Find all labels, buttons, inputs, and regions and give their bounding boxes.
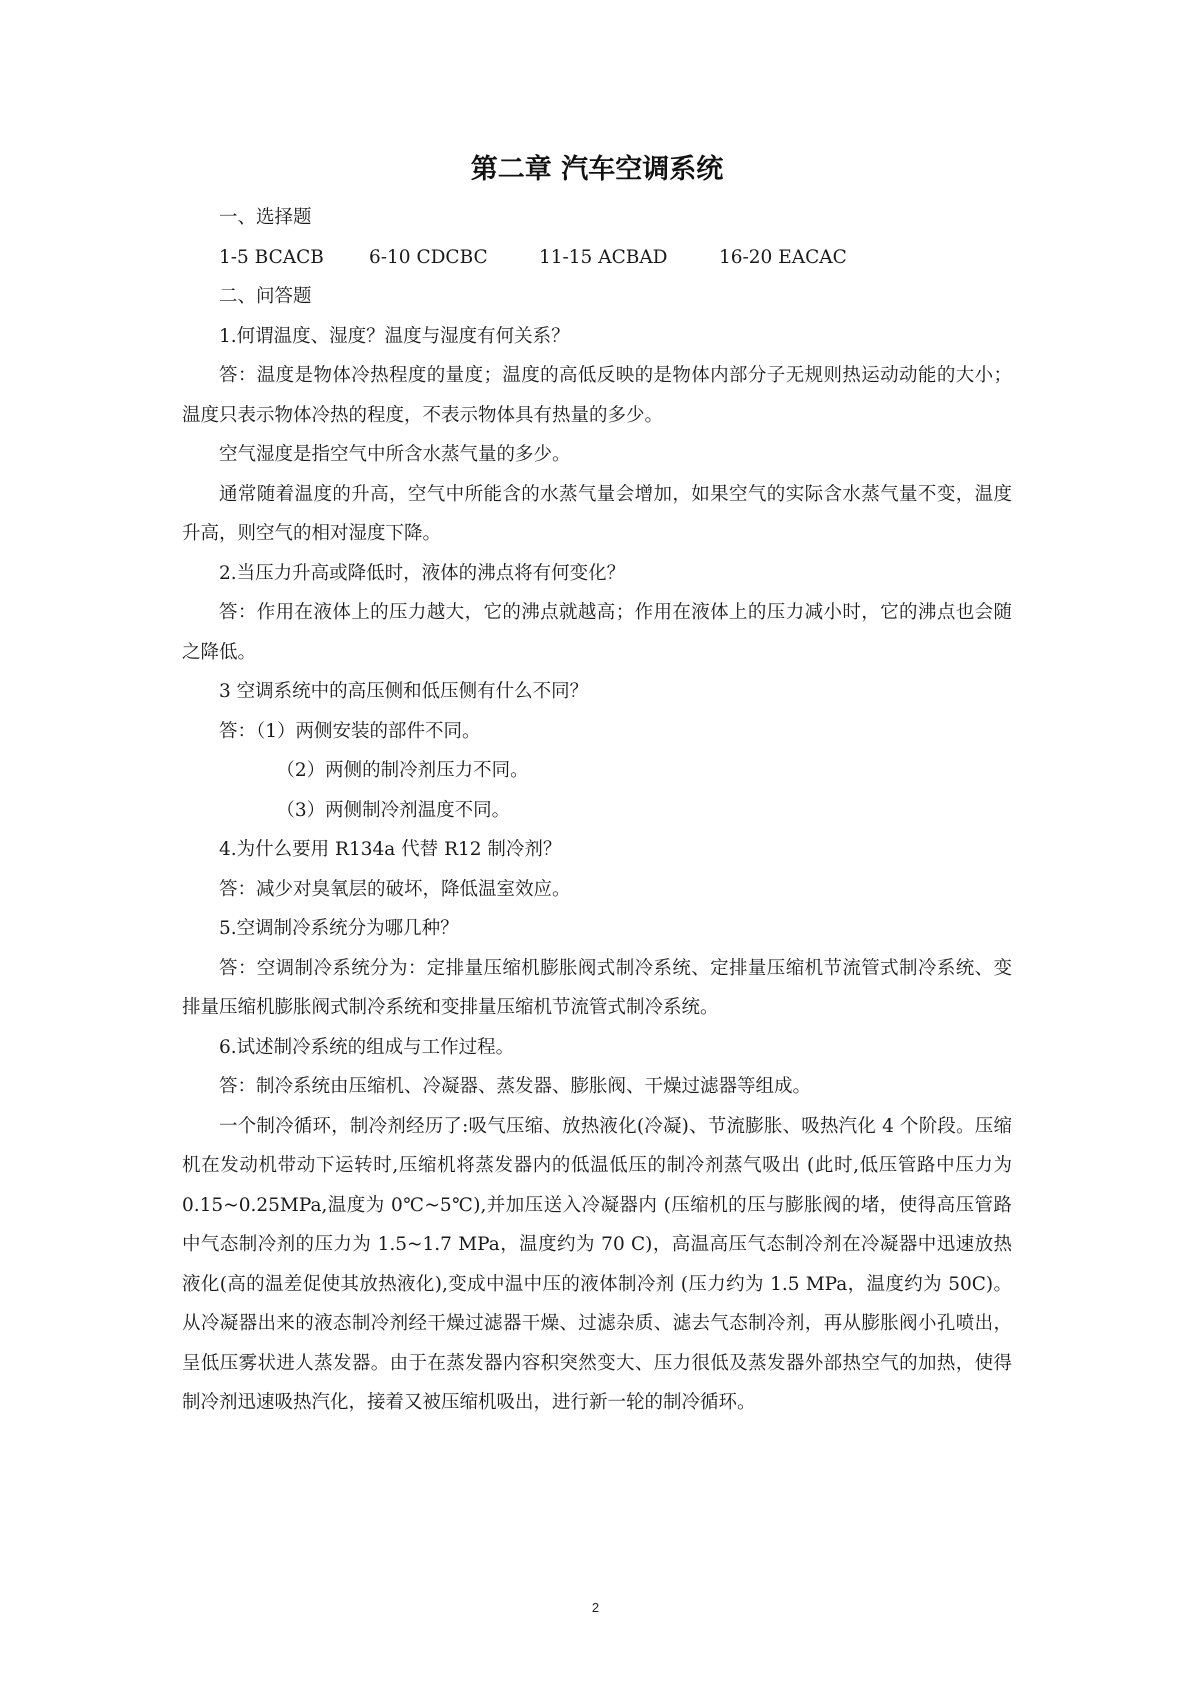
section1-heading: 一、选择题 xyxy=(219,207,312,228)
answer-2-paragraph-1: 答：作用在液体上的压力越大，它的沸点就越高；作用在液体上的压力减小时，它的沸点也会随之降低。 xyxy=(182,602,1012,663)
document-page xyxy=(182,150,1012,1423)
question-2: 2.当压力升高或降低时，液体的沸点将有何变化？ xyxy=(219,562,626,584)
question-5: 5.空调制冷系统分为哪几种？ xyxy=(219,918,459,939)
question-6: 6.试述制冷系统的组成与工作过程。 xyxy=(219,1036,515,1058)
answer-group-4: 16-20 EACAC xyxy=(719,246,847,268)
page-number: 2 xyxy=(591,1600,600,1615)
answer-group-1: 1-5 BCACB xyxy=(219,246,324,268)
question-3: 3 空调系统中的高压侧和低压侧有什么不同？ xyxy=(219,681,589,702)
multiple-choice-answers xyxy=(182,238,1012,278)
chapter-title: 第二章 汽车空调系统 xyxy=(470,154,724,185)
answer-3-item-1: 答：（1）两侧安装的部件不同。 xyxy=(219,720,481,742)
answer-6-paragraph-2: 一个制冷循环，制冷剂经历了:吸气压缩、放热液化(冷凝)、节流膨胀、吸热汽化 4 个阶段。压缩机在发动机带动下运转时,压缩机将蒸发器内的低温低压的制冷剂蒸气吸出 (此时,低压管路中压力为 0.15~0.25MPa,温度为 0℃~5℃),并加压送入冷凝器内 (压缩机的压与膨胀阀的堵，使得高压管路中气态制冷剂的压力为 1.5~1.7 MPa，温度约为 70 C)，高温高压气态制冷剂在冷凝器中迅速放热液化(高的温差促使其放热液化),变成中温中压的液体制冷剂 (压力约为 1.5 MPa，温度约为 50C)。从冷凝器出来的液态制冷剂经干燥过滤器干燥、过滤杂质、滤去气态制冷剂，再从膨胀阀小孔喷出，呈低压雾状进人蒸发器。由于在蒸发器内容积突然变大、压力很低及蒸发器外部热空气的加热，使得制冷剂迅速吸热汽化，接着又被压缩机吸出，进行新一轮的制冷循环。 xyxy=(182,1115,1012,1413)
answer-1-paragraph-1: 答：温度是物体冷热程度的量度；温度的高低反映的是物体内部分子无规则热运动动能的大小；温度只表示物体冷热的程度，不表示物体具有热量的多少。 xyxy=(182,365,1012,426)
answer-1-paragraph-2: 空气湿度是指空气中所含水蒸气量的多少。 xyxy=(219,444,571,465)
answer-1-paragraph-3: 通常随着温度的升高，空气中所能含的水蒸气量会增加，如果空气的实际含水蒸气量不变，温度升高，则空气的相对湿度下降。 xyxy=(182,483,1012,544)
answer-6-paragraph-1: 答：制冷系统由压缩机、冷凝器、蒸发器、膨胀阀、干燥过滤器等组成。 xyxy=(219,1076,812,1097)
answer-4-paragraph-1: 答：减少对臭氧层的破坏，降低温室效应。 xyxy=(219,878,571,900)
answer-3-item-3: （3）两侧制冷剂温度不同。 xyxy=(276,799,511,821)
answer-5-paragraph-1: 答：空调制冷系统分为：定排量压缩机膨胀阀式制冷系统、定排量压缩机节流管式制冷系统、变排量压缩机膨胀阀式制冷系统和变排量压缩机节流管式制冷系统。 xyxy=(182,957,1012,1018)
question-1: 1.何谓温度、湿度？温度与湿度有何关系？ xyxy=(219,325,570,347)
answer-group-2: 6-10 CDCBC xyxy=(369,246,488,268)
question-4: 4.为什么要用 R134a 代替 R12 制冷剂？ xyxy=(219,839,562,860)
section2-heading: 二、问答题 xyxy=(219,286,312,307)
answer-3-item-2: （2）两侧的制冷剂压力不同。 xyxy=(276,760,529,781)
answer-group-3: 11-15 ACBAD xyxy=(539,246,668,268)
